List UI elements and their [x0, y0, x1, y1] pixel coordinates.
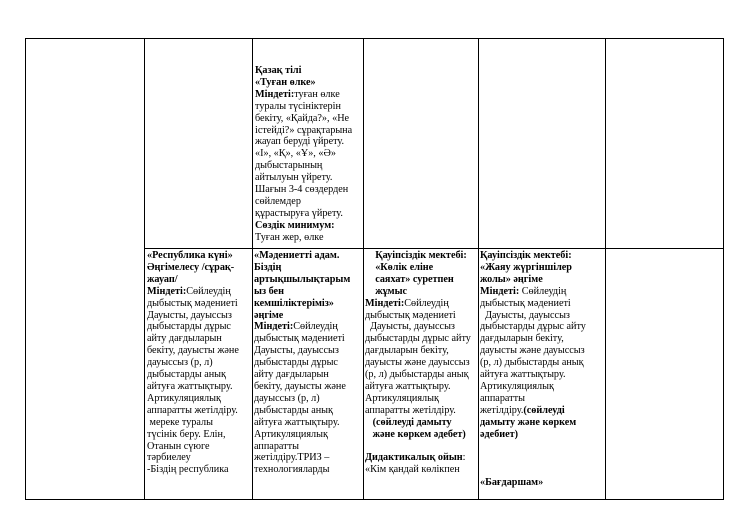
text-run: дағдыларын бекіту, [365, 345, 449, 357]
text-line [254, 381, 362, 393]
text-line [254, 357, 362, 369]
text-line [480, 417, 604, 429]
text-line [480, 298, 604, 310]
text-line [365, 286, 478, 298]
text-line [365, 321, 478, 333]
text-line [147, 298, 251, 310]
text-line [254, 333, 362, 345]
text-line [147, 345, 251, 357]
text-line [480, 286, 604, 298]
text-run: айтуға жаттықтыру. [365, 380, 451, 392]
text-line [254, 417, 362, 429]
text-line [147, 274, 251, 286]
column-divider-5 [605, 38, 606, 500]
bold-text: (сөйлеуді дамыту [365, 416, 452, 428]
text-run: Сөйлеудің [404, 297, 449, 309]
text-line [147, 429, 251, 441]
text-run: дағдыларын бекіту, [480, 333, 564, 345]
text-line [365, 441, 478, 453]
text-run: Туған жер, өлке [255, 231, 324, 243]
text-run: Сөйлеудің [186, 285, 231, 297]
text-run: дауыссыз (р, л) [147, 357, 213, 369]
text-run: дыбыстық мәдениеті [480, 297, 571, 309]
bold-text: жауап/ [147, 273, 178, 285]
text-run: дыбыстарды дұрыс айту [480, 321, 586, 333]
text-run: Шағын 3-4 сөздерден [255, 184, 349, 196]
column-divider-3 [363, 38, 364, 500]
text-run: дауыссыз (р, л) [254, 392, 320, 404]
text-run: құрастыруға үйрету. [255, 207, 343, 219]
text-run: жетілдіру. [480, 404, 524, 416]
bold-text: Қазақ тілі [255, 65, 302, 76]
text-run: дыбыстарды дұрыс [147, 321, 231, 333]
text-run: айтуға жаттықтыру. [147, 380, 233, 392]
bold-text: «Туған өлке» [255, 76, 316, 88]
text-line [255, 77, 361, 89]
text-line [480, 250, 604, 262]
text-line [147, 262, 251, 274]
text-run: айтуға жаттықтыру. [480, 369, 566, 381]
bold-text: Дидактикалық ойын [365, 452, 463, 464]
text-line [255, 220, 361, 232]
table-border-left [25, 38, 26, 500]
bold-text: «Республика күні» [147, 250, 233, 261]
text-run: технологияларды [254, 464, 330, 476]
text-run: айту дағдыларын [147, 333, 222, 345]
cell-bottom-transport-trip [365, 250, 478, 476]
text-line [365, 464, 478, 476]
text-run: аппаратты [480, 392, 525, 404]
bold-text: «Көлік еліне [365, 261, 434, 273]
text-run: дыбыстық мәдениеті [147, 297, 238, 309]
bold-text: Міндеті: [147, 285, 187, 297]
row-divider [144, 248, 724, 249]
text-run: Артикуляциялық [254, 428, 328, 440]
text-run: бекіту, дауысты және [147, 345, 239, 357]
text-run: туған өлке [294, 88, 340, 100]
bold-text: Міндеті: [365, 297, 405, 309]
text-line [147, 464, 251, 476]
text-line [254, 405, 362, 417]
cell-top-kazakh-lesson [255, 65, 361, 244]
text-line [255, 172, 361, 184]
text-line [254, 250, 362, 262]
cell-bottom-pedestrian-path [480, 250, 604, 441]
text-run: дыбыстарды дұрыс айту [365, 333, 471, 345]
text-run: дыбыстарды анық [147, 369, 226, 381]
text-line [480, 369, 604, 381]
text-line [147, 250, 251, 262]
text-run [365, 441, 368, 452]
text-line [365, 310, 478, 322]
bold-text: Сөздік минимум: [255, 219, 335, 231]
text-run: туралы түсініктерін [255, 100, 341, 112]
text-line [480, 405, 604, 417]
text-line [480, 381, 604, 393]
text-run: дыбыстық мәдениеті [365, 309, 456, 321]
text-line [365, 298, 478, 310]
text-line [254, 345, 362, 357]
text-line [480, 262, 604, 274]
column-divider-1 [144, 38, 145, 500]
text-line [147, 310, 251, 322]
text-run: (р, л) дыбыстарды анық [365, 369, 469, 381]
traffic-light-heading: «Бағдаршам» [480, 477, 544, 488]
text-line [480, 274, 604, 286]
bold-text: (сөйлеуді [523, 404, 565, 416]
text-line [254, 286, 362, 298]
text-run: Артикуляциялық [480, 380, 554, 392]
cell-bottom-cultured-person [254, 250, 362, 476]
bold-text: әдебиет) [480, 428, 519, 440]
cell-bottom-republic-day [147, 250, 251, 476]
text-line [254, 393, 362, 405]
text-run: жетілдіру.ТРИЗ – [254, 452, 330, 464]
text-line [255, 160, 361, 172]
text-line [365, 274, 478, 286]
text-line [254, 464, 362, 476]
text-line [480, 321, 604, 333]
text-run: мереке туралы [147, 416, 213, 428]
bold-text: жолы» әңгіме [480, 273, 543, 285]
text-line [147, 393, 251, 405]
text-line [365, 333, 478, 345]
text-line [255, 184, 361, 196]
text-line [365, 429, 478, 441]
text-line [480, 357, 604, 369]
text-line [480, 345, 604, 357]
text-line [255, 65, 361, 77]
text-run: айту дағдыларын [254, 369, 329, 381]
bold-text: саяхат» суретпен [365, 273, 454, 285]
bold-text: Біздің [254, 261, 282, 273]
text-line [255, 125, 361, 137]
text-run: аппаратты жетілдіру. [147, 404, 238, 416]
text-line [255, 113, 361, 125]
text-line [365, 452, 478, 464]
text-run: жауап беруді үйрету. [255, 136, 345, 148]
column-divider-4 [478, 38, 479, 500]
text-line [147, 369, 251, 381]
text-line [254, 262, 362, 274]
text-line [480, 310, 604, 322]
text-run: бекіту, «Қайда?», «Не [255, 112, 350, 124]
text-run: айтуға жаттықтыру. [254, 416, 340, 428]
text-run: «І», «Қ», «Ұ», «Ә» [255, 148, 336, 160]
text-line [255, 136, 361, 148]
bold-text: жұмыс [365, 285, 408, 297]
text-run: дауысты және дауыссыз [480, 345, 585, 357]
text-line [147, 381, 251, 393]
text-run: Дауысты, дауыссыз [365, 321, 455, 333]
text-line [254, 452, 362, 464]
text-run: Артикуляциялық [365, 392, 439, 404]
text-line [147, 333, 251, 345]
text-run: «Кім қандай көлікпен [365, 464, 460, 476]
bold-text: әңгіме [254, 309, 284, 321]
bold-text: Міндеті: [480, 285, 520, 297]
text-line [254, 321, 362, 333]
bold-text: «Жаяу жүргіншілер [480, 261, 572, 273]
bold-text: артықшылықтарым [254, 273, 351, 285]
bold-text: Әңгімелесу /сұрақ- [147, 261, 235, 273]
text-line [480, 333, 604, 345]
text-run: Сөйлеудің [293, 321, 338, 333]
text-run: айтылуын үйрету. [255, 172, 333, 184]
text-run: Артикуляциялық [147, 392, 221, 404]
bold-text: Қауіпсіздік мектебі: [365, 250, 467, 261]
text-run: дыбыстарды дұрыс [254, 357, 338, 369]
text-line [147, 405, 251, 417]
text-run: : [462, 452, 466, 464]
bold-text: кемшіліктеріміз» [254, 297, 334, 309]
bold-text: Міндеті: [254, 321, 294, 333]
text-run: дыбыстық мәдениеті [254, 333, 345, 345]
text-line [147, 357, 251, 369]
text-line [365, 357, 478, 369]
text-line [255, 148, 361, 160]
text-run: Дауысты, дауыссыз [147, 309, 232, 321]
text-line [255, 101, 361, 113]
text-line [255, 196, 361, 208]
text-line [147, 321, 251, 333]
bold-text: Қауіпсіздік мектебі: [480, 250, 572, 261]
text-run: Сөйлеудің [519, 285, 567, 297]
bold-text: Міндеті: [255, 88, 295, 100]
text-line [365, 405, 478, 417]
text-line [254, 298, 362, 310]
text-run: түсінік беру. Елін, [147, 428, 226, 440]
text-line [480, 393, 604, 405]
text-line [365, 369, 478, 381]
column-divider-2 [252, 38, 253, 500]
table-border-right [723, 38, 724, 500]
text-line [365, 345, 478, 357]
text-run: Отанын сүюге [147, 440, 210, 452]
text-run: дауысты және дауыссыз [365, 357, 470, 369]
table-border-top [25, 38, 724, 39]
text-run: тәрбиелеу [147, 452, 191, 464]
text-line [254, 441, 362, 453]
table-border-bottom [25, 499, 724, 500]
text-line [365, 262, 478, 274]
text-line [255, 232, 361, 244]
text-run: істейді?» сұрақтарына [255, 124, 353, 136]
text-line [365, 381, 478, 393]
bold-text: және көркем әдебет) [365, 428, 466, 440]
text-run: дыбыстарды анық [254, 404, 333, 416]
text-line [254, 369, 362, 381]
text-line [147, 286, 251, 298]
text-run: аппаратты [254, 440, 299, 452]
text-run: дыбыстарының [255, 160, 323, 172]
text-run: (р, л) дыбыстарды анық [480, 357, 584, 369]
text-line [480, 429, 604, 441]
text-run: -Біздің республика [147, 464, 229, 476]
bold-text: «Мәдениетті адам. [254, 250, 340, 261]
text-line [365, 250, 478, 262]
text-run: аппаратты жетілдіру. [365, 404, 456, 416]
text-line [147, 441, 251, 453]
text-line [147, 417, 251, 429]
text-line [147, 452, 251, 464]
text-line [255, 89, 361, 101]
text-line [254, 274, 362, 286]
text-line [255, 208, 361, 220]
text-run: бекіту, дауысты және [254, 380, 346, 392]
text-line [365, 417, 478, 429]
text-line [254, 310, 362, 322]
text-run: сөйлемдер [255, 195, 301, 207]
bold-text: дамыту және көркем [480, 416, 577, 428]
bold-text: ыз бен [254, 285, 284, 297]
text-line [254, 429, 362, 441]
text-line [365, 393, 478, 405]
text-run: Дауысты, дауыссыз [480, 309, 570, 321]
text-run: Дауысты, дауыссыз [254, 345, 339, 357]
